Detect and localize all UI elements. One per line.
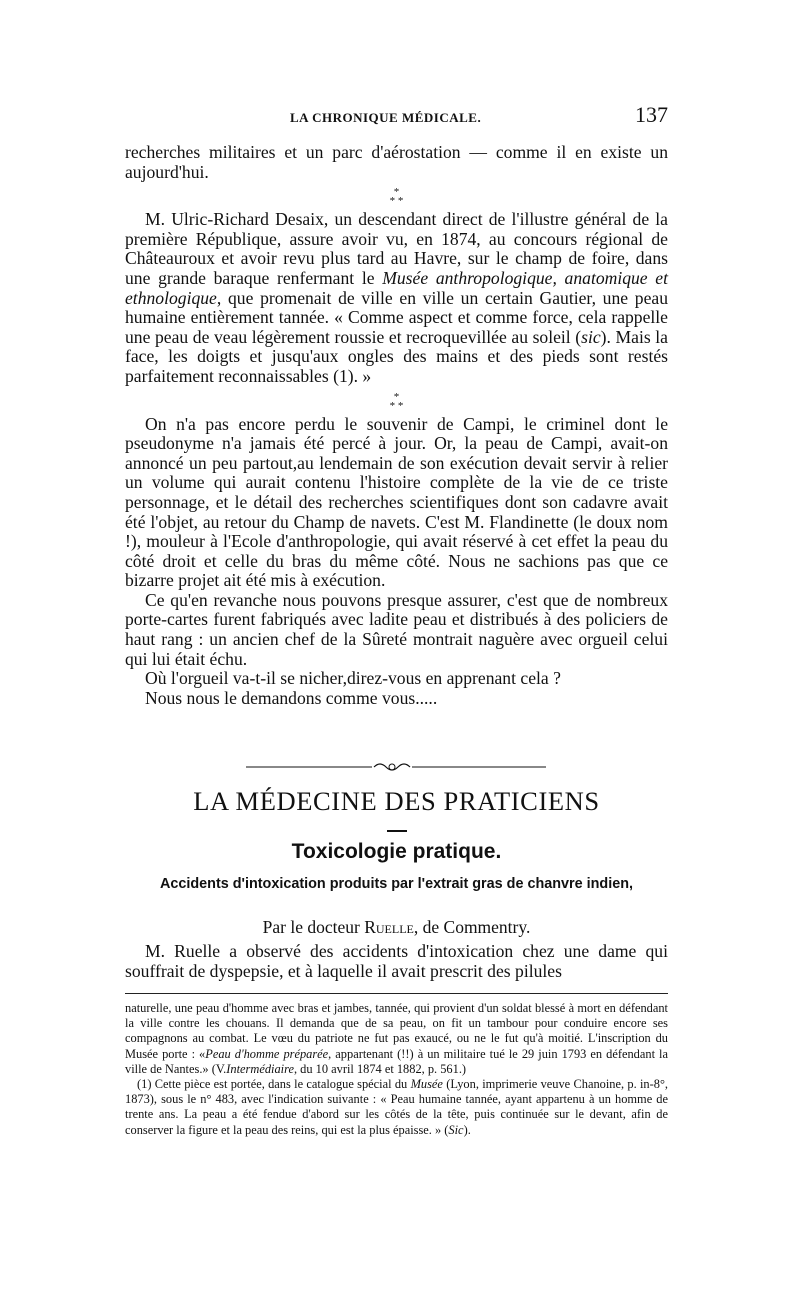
article-body xyxy=(125,942,668,981)
byline-prefix: Par le docteur xyxy=(262,917,365,937)
text-run: , que promenait de ville en ville un certain Gautier, une peau humaine entièrement tannée. « Comme aspect et comme force, cela rappelle une peau de veau légèrement roussie et recroquevillée au soleil ( xyxy=(125,287,668,347)
italic-run: Musée anthropologique, anatomique et ethnologique xyxy=(125,267,668,308)
text-run: (Lyon, imprimerie veuve Chanoine, p. in-8°, 1873), sous le n° 483, avec l'indication suivante : « Peau humaine tannée, ayant appartenu à un homme de trente ans. La peau a été fendue d'abord sur les côtés de la tête, puis continuée sur le devant, afin de conserver la figure et la peau des reins, qui est la plus épaisse. » ( xyxy=(125,1077,668,1137)
paragraph: M. Ruelle a observé des accidents d'intoxication chez une dame qui souffrait de dyspepsie, et à laquelle il avait prescrit des pilules xyxy=(125,941,668,981)
running-title: LA CHRONIQUE MÉDICALE. xyxy=(290,110,482,125)
text-run: (1) Cette pièce est portée, dans le catalogue spécial du xyxy=(137,1077,411,1092)
asterism-top: * xyxy=(393,186,400,199)
article-title: Toxicologie pratique. xyxy=(291,840,502,863)
italic-run: Intermédiaire xyxy=(226,1061,294,1076)
asterism xyxy=(125,188,668,206)
byline xyxy=(125,917,668,938)
paragraph: Nous nous le demandons comme vous..... xyxy=(145,687,438,708)
paragraph xyxy=(125,210,668,386)
italic-run: Musée xyxy=(410,1077,443,1092)
footnote-continued xyxy=(125,1001,668,1077)
text-run: M. Ulric-Richard Desaix, un descendant direct de l'illustre général de la première République, assure avoir vu, en 1874, au concours régional de Châteauroux et avoir revu plus tard au Havre, sur le champ de foire, dans une grande baraque renfermant le xyxy=(125,209,668,288)
article-subtitle: Accidents d'intoxication produits par l'extrait gras de chanvre indien, xyxy=(159,876,634,892)
text-run: , du 10 avril 1874 et 1882, p. 561.) xyxy=(293,1061,467,1076)
author-name: Ruelle xyxy=(364,917,414,937)
ornament-divider xyxy=(246,760,546,774)
italic-run: Peau d'homme préparée xyxy=(205,1046,329,1061)
footnote-rule xyxy=(125,993,668,994)
page-number: 137 xyxy=(635,102,668,127)
paragraph: recherches militaires et un parc d'aérostation — comme il en existe un aujourd'hui. xyxy=(125,142,668,182)
paragraph: Où l'orgueil va-t-il se nicher,direz-vous en apprenant cela ? xyxy=(145,668,561,689)
footnotes xyxy=(125,1001,668,1138)
text-run: ). xyxy=(463,1122,471,1137)
byline-suffix: , de Commentry. xyxy=(413,917,531,937)
text-run: naturelle, une peau d'homme avec bras et jambes, tannée, qui provient d'un soldat blessé à mort en défendant la ville contre les chouans. Il demanda que de sa peau, on fit un tambour pour conduire encore ses compagnons au combat. Le vœu du patriote ne fut pas exaucé, ou ne le fut qu'à moitié. L'inscription du Musée porte : « xyxy=(125,1001,668,1061)
asterism xyxy=(125,390,668,412)
asterism-top: * xyxy=(393,390,400,403)
text-run: ). Mais la face, les doigts et jusqu'aux ongles des mains et des pieds sont restés parfaitement reconnaissables (1). » xyxy=(125,326,668,386)
body-text xyxy=(125,143,668,708)
running-head xyxy=(125,102,668,130)
paragraph: Ce qu'en revanche nous pouvons presque assurer, c'est que de nombreux porte-cartes furent fabriqués avec ladite peau et distribués à des policiers de haut rang : un ancien chef de la Sûreté montrait naguère avec orgueil celui qui lui était échu. xyxy=(125,589,668,669)
text-run: , appartenant (!!) à un militaire tué le 29 juin 1793 en défendant la ville de Nantes.» (V. xyxy=(125,1046,668,1076)
section-title: LA MÉDECINE DES PRATICIENS xyxy=(193,786,600,816)
italic-run: Sic xyxy=(448,1122,464,1137)
footnote-1 xyxy=(125,1077,668,1138)
title-dash xyxy=(387,830,407,832)
asterism-bottom: * * xyxy=(389,399,404,412)
paragraph: On n'a pas encore perdu le souvenir de Campi, le criminel dont le pseudonyme n'a jamais été percé à jour. Or, la peau de Campi, avait-on annoncé un peu partout,au lendemain de son exécution devait servir à relier un volume qui aurait contenu l'histoire complète de la vie de ce triste personnage, et le détail des recherches scientifiques dont son cadavre avait été l'objet, au retour du Champ de navets. C'est M. Flandinette (le doux nom !), mouleur à l'Ecole d'anthropologie, qui avait réservé à cet effet la peau du côté droit et celle du bras du même côté. Nous ne sachions pas que ce bizarre projet ait été mis à exécution. xyxy=(125,413,668,591)
italic-run: sic xyxy=(581,326,601,347)
asterism-bottom: * * xyxy=(389,195,404,208)
